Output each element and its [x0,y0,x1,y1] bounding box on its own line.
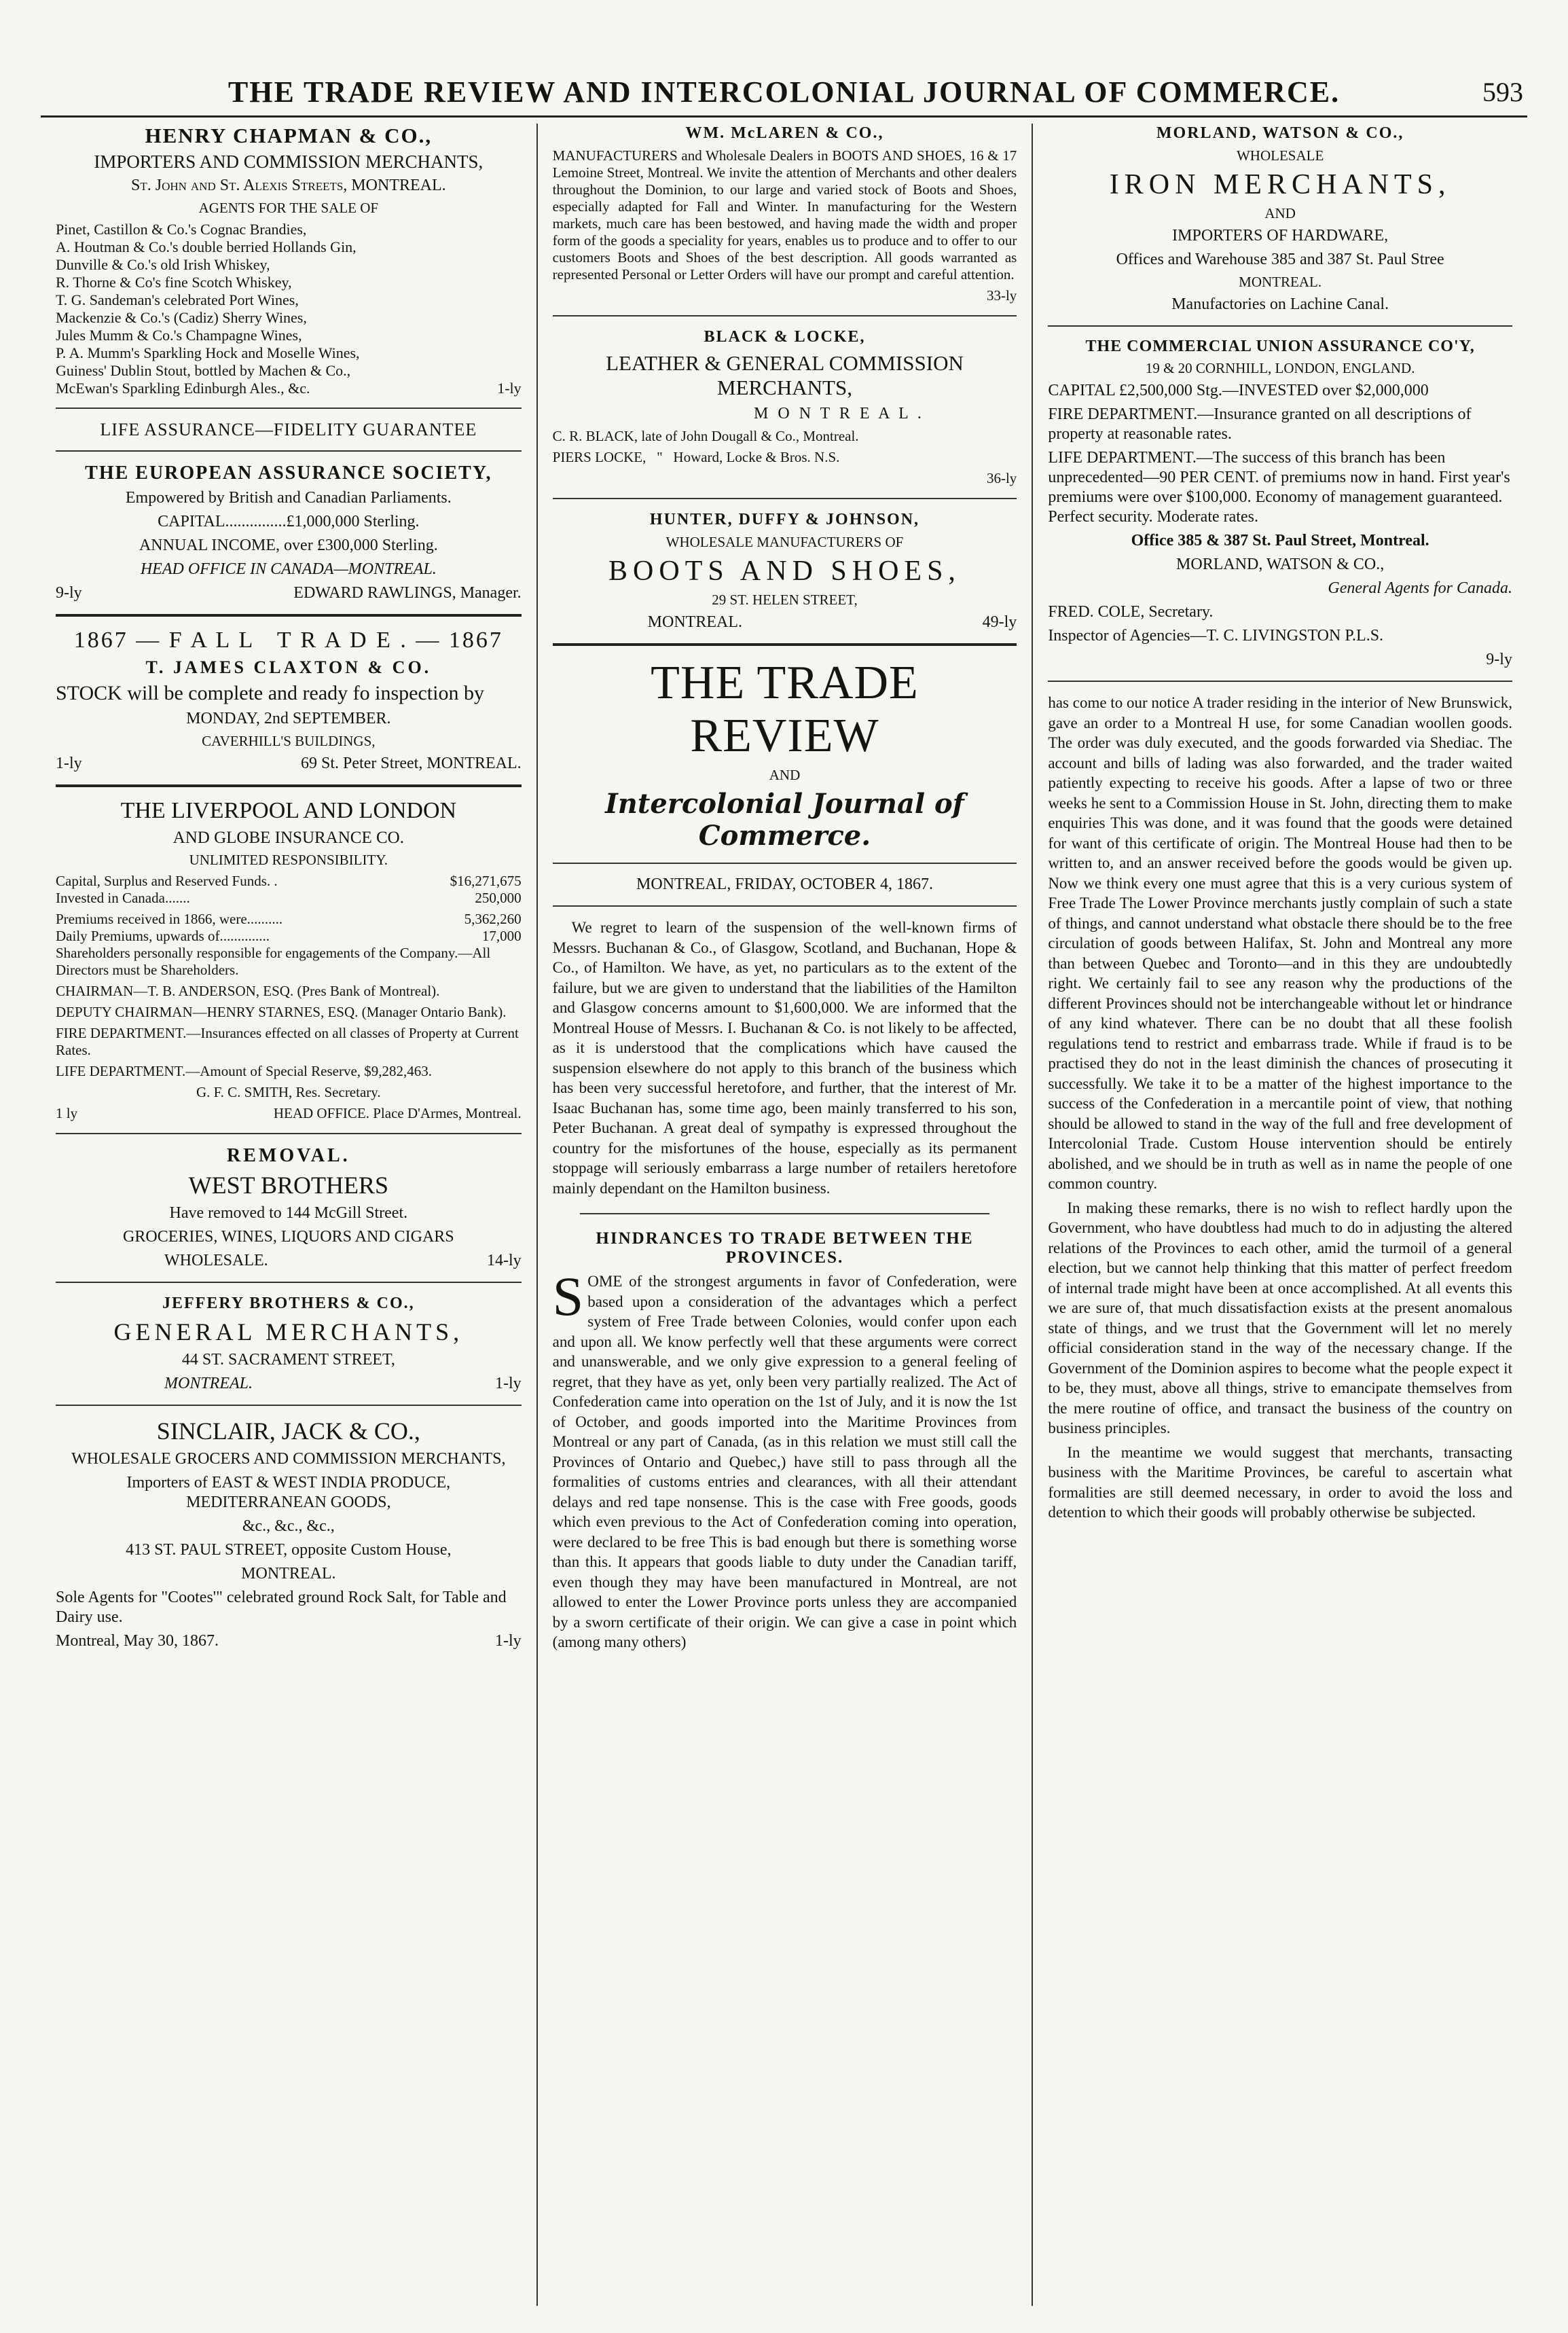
ad-line: &c., &c., &c., [242,1517,335,1535]
ad-line: CAPITAL...............£1,000,000 Sterling. [158,513,420,530]
ad-line: HEAD OFFICE IN CANADA—MONTREAL. [140,560,437,578]
ad-firm-name: HENRY CHAPMAN & CO., [145,124,433,147]
ad-line: WHOLESALE MANUFACTURERS OF [666,534,904,550]
ad-heading: REMOVAL. [227,1145,350,1166]
ad-line: 29 ST. HELEN STREET, [712,592,858,608]
ad-line: CAPITAL £2,500,000 Stg.—INVESTED over $2,000,000 [1048,382,1429,399]
dateline: MONTREAL, FRIDAY, OCTOBER 4, 1867. [636,875,933,893]
ad-heading: IRON MERCHANTS, [1109,169,1451,200]
list-item: Dunville & Co.'s old Irish Whiskey, [56,256,270,273]
ad-heading: LEATHER & GENERAL COMMISSION MERCHANTS, [606,351,964,399]
ad-code: 9-ly [56,584,82,602]
ad-line: WHOLESALE. [164,1252,268,1269]
ad-line: 413 ST. PAUL STREET, opposite Custom House, [126,1541,452,1559]
ad-line: Montreal, May 30, 1867. [56,1632,219,1650]
ad-line: Inspector of Agencies—T. C. LIVINGSTON P.L.S. [1048,627,1384,645]
journal-title: THE TRADE REVIEW AND INTERCOLONIAL JOURNAL OF COMMERCE. [227,75,1341,109]
ad-line: IMPORTERS OF HARDWARE, [1172,227,1389,245]
table-row: Premiums received in 1866, were.......... 5,362,260 [56,911,522,927]
ad-line: PIERS LOCKE, " Howard, Locke & Bros. N.S. [552,449,840,465]
ad-line: AND [1264,205,1296,221]
ad-fall-trade [56,628,522,774]
list-item: Guiness' Dublin Stout, bottled by Machen & Co., [56,362,351,379]
ad-firm-name: THE LIVERPOOL AND LONDON [120,798,457,823]
list-item: McEwan's Sparkling Edinburgh Ales., &c. [56,380,310,397]
ad-line: MONTREAL. [1239,274,1322,290]
ad-sinclair-jack [56,1417,522,1651]
ad-firm-name: T. JAMES CLAXTON & CO. [145,657,432,677]
ad-line: G. F. C. SMITH, Res. Secretary. [196,1084,381,1100]
ad-line: CAVERHILL'S BUILDINGS, [202,733,376,749]
ad-heading: GENERAL MERCHANTS, [113,1318,464,1345]
column-left [41,124,536,2306]
ad-line: MORLAND, WATSON & CO., [1176,556,1385,573]
ad-removal [56,1145,522,1271]
page-number: 593 [1482,76,1523,107]
ad-jeffery-brothers [56,1294,522,1394]
ad-code: 14-ly [486,1252,522,1269]
article-paragraph: has come to our notice A trader residing in the interior of New Brunswick, gave an order to a Montreal H use, for some Canadian woollen goods. The order was duly executed, and the goods forwarded via Shediac. The account and bills of lading was also forwarded, and the trader waited patiently expecting to receive his goods. After a lapse of two or three weeks he sent to a Commission House in St. John, directing them to make enquiries This was done, and it was found that the goods were detained for want of this certificate of origin. The Montreal House had then to be written to, and an answer received before the goods would be given up. Now we think every one must agree that this is a very curious system of Free Trade The Lower Province merchants justly complain of such a state of things, and cannot understand what obstacle there should be to the free circulation of goods between Halifax, St. John and Montreal any more than between Quebec and Toronto—and in this they are undoubtedly right. We certainly fail to see any reason why the productions of the different Provinces should not be interchangeable without let or hindrance of any kind whatever. There can be no doubt that all these foolish regulations tend to restrict and embarrass trade. While if fraud is to be practised they do not in the least diminish the chances of prosecuting it successfully. We take it to be a matter of the highest importance to the success of the Confederation in a mercantile point of view, that nothing should be allowed to stand in the way of the full and free development of Intercolonial Trade. Custom House intervention should be entirely abolished, and we should be in truth as well as in name the people of one common country. [1048,694,1512,1192]
ad-line: FRED. COLE, Secretary. [1048,603,1214,621]
running-head [41,68,1527,117]
list-item: P. A. Mumm's Sparkling Hock and Moselle Wines, [56,344,360,361]
ad-line: 69 St. Peter Street, MONTREAL. [301,755,522,772]
article-paragraph: In making these remarks, there is no wish to reflect hardly upon the Government, who have doubtless had much to do in adjusting the altered relations of the Provinces to each other, amid the turmoil of a general election, but we cannot help thinking that this matter of perfect freedom of internal trade might have been at once accomplished. At all events this we are sure of, that much dissatisfaction exists at the present anomalous state of things, and we trust that the Government will let no merely official consideration stand in the way of the necessary change. If the Government of the Dominion aspires to become what the people expect it to be, they must, above all things, strive to emancipate themselves from the mere routine of office, and transact the business of the country on business principles. [1048,1199,1512,1436]
ad-line: MONTREAL. [241,1565,336,1583]
ad-line: UNLIMITED RESPONSIBILITY. [189,852,388,868]
table-row: Invested in Canada....... 250,000 [56,890,522,906]
ad-mclaren [553,124,1017,304]
ad-black-locke [553,327,1017,487]
ad-firm-name: MORLAND, WATSON & CO., [1156,124,1404,142]
ad-code: 36-ly [986,470,1017,486]
ad-line: Manufactories on Lachine Canal. [1171,295,1389,313]
ad-firm-name: SINCLAIR, JACK & CO., [156,1417,420,1445]
ad-line: WHOLESALE GROCERS AND COMMISSION MERCHANTS, [71,1450,506,1468]
list-item: Mackenzie & Co.'s (Cadiz) Sherry Wines, [56,309,307,326]
article-hindrances-cont [1048,693,1512,1523]
section-heading: LIFE ASSURANCE—FIDELITY GUARANTEE [100,420,477,439]
ad-line: CHAIRMAN—T. B. ANDERSON, ESQ. (Pres Bank of Montreal). [56,983,440,999]
ad-code: 1 ly [56,1105,78,1121]
drop-cap: S [552,1265,584,1327]
ad-body: MANUFACTURERS and Wholesale Dealers in BOOTS AND SHOES, 16 & 17 Lemoine Street, Montreal. We invite the attention of Merchants and other dealers throughout the Dominion, to our large and varied stock of Boots and Shoes, especially adapted for Fall and Winter. In manufacturing for the Western markets, much care has been bestowed, and having made the width and proper form of the goods a speciality for years, enables us to produce and to offer to our customers Boots and Shoes of the best description. All goods warranted as represented Personal or Letter Orders will have our prompt and careful attention. [552,147,1017,283]
article-paragraph: In the meantime we would suggest that merchants, transacting business with the Maritime Provinces, be careful to ascertain what formalities are still deemed necessary, in order to avoid the loss and detention to which their goods will probably otherwise be subjected. [1048,1443,1512,1521]
ad-line: M O N T R E A L . [754,405,924,422]
ad-commercial-union [1048,338,1512,670]
table-row: Daily Premiums, upwards of.............. 17,000 [56,928,522,944]
ad-henry-chapman [56,124,522,397]
ad-line: IMPORTERS AND COMMISSION MERCHANTS, [94,151,484,172]
article-title: HINDRANCES TO TRADE BETWEEN THE PROVINCES. [596,1229,974,1267]
ad-code: 9-ly [1486,651,1512,668]
ad-line: St. John and St. Alexis Streets, MONTREAL. [131,177,446,194]
ad-line: 44 ST. SACRAMENT STREET, [181,1351,395,1369]
ad-morland-watson [1048,124,1512,314]
ad-heading: 1867 — F A L L T R A D E . — 1867 [73,628,503,653]
list-item: Pinet, Castillon & Co.'s Cognac Brandies, [56,221,307,238]
ad-line: HEAD OFFICE. Place D'Armes, Montreal. [273,1105,522,1121]
ad-line: EDWARD RAWLINGS, Manager. [293,584,522,602]
masthead-title: THE TRADE REVIEW [651,657,919,762]
ad-line: FIRE DEPARTMENT.—Insurance granted on all descriptions of property at reasonable rates. [1048,405,1472,443]
ad-code: 33-ly [986,287,1017,304]
ad-line: DEPUTY CHAIRMAN—HENRY STARNES, ESQ. (Manager Ontario Bank). [56,1004,507,1020]
ad-line: LIFE DEPARTMENT.—Amount of Special Reserve, $9,282,463. [56,1063,433,1079]
ad-liverpool-london [56,798,522,1122]
column-right [1032,124,1527,2306]
ad-line: MONDAY, 2nd SEPTEMBER. [186,710,391,727]
ad-heading: BOOTS AND SHOES, [608,556,961,587]
ad-firm-name: WEST BROTHERS [188,1172,389,1199]
ad-line: LIFE DEPARTMENT.—The success of this branch has been unprecedented—90 PER CENT. of premiums now in hand. First year's premiums were over $100,000. Economy of management guaranteed. Perfect security. Moderate rates. [1048,449,1510,526]
ad-line: AGENTS FOR THE SALE OF [198,200,379,216]
ad-line: C. R. BLACK, late of John Dougall & Co., Montreal. [552,428,859,444]
ad-line: MONTREAL. [164,1375,253,1392]
column-middle [536,124,1032,2306]
ad-line: FIRE DEPARTMENT.—Insurances effected on all classes of Property at Current Rates. [56,1025,519,1058]
list-item: Jules Mumm & Co.'s Champagne Wines, [56,327,302,344]
ad-line: Importers of EAST & WEST INDIA PRODUCE, MEDITERRANEAN GOODS, [126,1474,451,1511]
ad-line: GROCERIES, WINES, LIQUORS AND CIGARS [123,1228,454,1246]
list-item: R. Thorne & Co's fine Scotch Whiskey, [56,274,292,291]
ad-line: Have removed to 144 McGill Street. [169,1204,408,1222]
ad-line: Shareholders personally responsible for engagements of the Company.—All Directors must be Shareholders. [56,945,491,978]
ad-line: WHOLESALE [1236,147,1324,164]
masthead-subtitle: Intercolonial Journal of Commerce. [605,788,964,852]
ad-line: MONTREAL. [647,613,742,631]
list-item: A. Houtman & Co.'s double berried Hollands Gin, [56,238,357,255]
ad-line: 19 & 20 CORNHILL, LONDON, ENGLAND. [1145,360,1415,376]
ad-code: 49-ly [982,613,1017,631]
ad-code: 1-ly [56,755,82,772]
list-item: T. G. Sandeman's celebrated Port Wines, [56,291,299,308]
ad-firm-name: THE EUROPEAN ASSURANCE SOCIETY, [85,463,492,484]
ad-code: 1-ly [494,1375,522,1392]
ad-line: Sole Agents for "Cootes'" celebrated ground Rock Salt, for Table and Dairy use. [56,1589,507,1626]
ad-line: Offices and Warehouse 385 and 387 St. Paul Stree [1116,251,1444,268]
ad-firm-name: WM. McLAREN & CO., [685,124,884,142]
masthead [553,657,1017,907]
ad-line: Empowered by British and Canadian Parliaments. [125,489,452,507]
ad-firm-name: BLACK & LOCKE, [704,328,866,346]
ad-line: AND GLOBE INSURANCE CO. [172,829,404,847]
ad-firm-name: JEFFERY BROTHERS & CO., [162,1295,415,1312]
ad-firm-name: HUNTER, DUFFY & JOHNSON, [649,511,920,528]
masthead-and: AND [769,767,801,783]
ad-hunter-duffy [553,510,1017,632]
ad-code: 1-ly [497,380,522,397]
article-body: OME of the strongest arguments in favor of Confederation, were based upon a consideration of the advantages which a perfect system of Free Trade between Colonies, would confer upon each and upon all. We know perfectly well that these arguments were correct and unanswerable, and we only give expression to a general feeling of regret, that they have as yet, only been very partially realized. The Act of Confederation came into operation on the 1st of July, and it is now the 1st of October, and goods imported into the Maritime Provinces from Montreal or any part of Canada, (as in this relation we must still call the Provinces of Ontario and Quebec,) have still to pass through all the formalities of customs entries and clearances, with all their attendant delays and red tape nonsense. This is the case with Free goods, goods which even previous to the Act of Confederation coming into operation, were declared to be free This is bad enough but there is something worse than this. It appears that goods liable to duty under the Canadian tariff, even though they may have been manufactured in Montreal, are not allowed to enter the Lower Province ports unless they are accompanied by a sworn certificate of their origin. We can give a case in point which (among many others) [552,1273,1017,1650]
ad-line: STOCK will be complete and ready fo inspection by [56,682,484,704]
table-row: Capital, Surplus and Reserved Funds. . $16,271,675 [56,873,522,889]
ad-product-list [56,221,522,380]
article-hindrances [553,1229,1017,1652]
ad-line: Office 385 & 387 St. Paul Street, Montreal. [1131,532,1429,549]
article-buchanan: We regret to learn of the suspension of the well-known firms of Messrs. Buchanan & Co., of Glasgow, Scotland, and Buchanan, Hope & Co., of Hamilton. We have, as yet, no particulars as to the extent of the failure, but we are given to understand that the liabilities of the Hamilton and Glasgow concerns amount to $1,600,000. We are informed that the Montreal House of Messrs. I. Buchanan & Co. is not likely to be affected, as it is understood that the complications which have caused the suspension elsewhere do not apply to this branch of the business which has been very successful heretofore, and further, that the interest of Mr. Isaac Buchanan has, some time ago, been mainly transferred to his son, Peter Buchanan. A great deal of sympathy is expressed throughout the country for the misfortunes of the house, especially as its permanent stoppage will seriously embarrass a large number of retailers heretofore mainly dependant on the Hamilton business. [552,919,1017,1197]
ad-code: 1-ly [494,1632,522,1650]
ad-european-assurance [56,463,522,603]
ad-firm-name: THE COMMERCIAL UNION ASSURANCE CO'Y, [1085,338,1475,355]
ad-line: ANNUAL INCOME, over £300,000 Sterling. [139,537,438,554]
ad-line: General Agents for Canada. [1328,579,1512,597]
